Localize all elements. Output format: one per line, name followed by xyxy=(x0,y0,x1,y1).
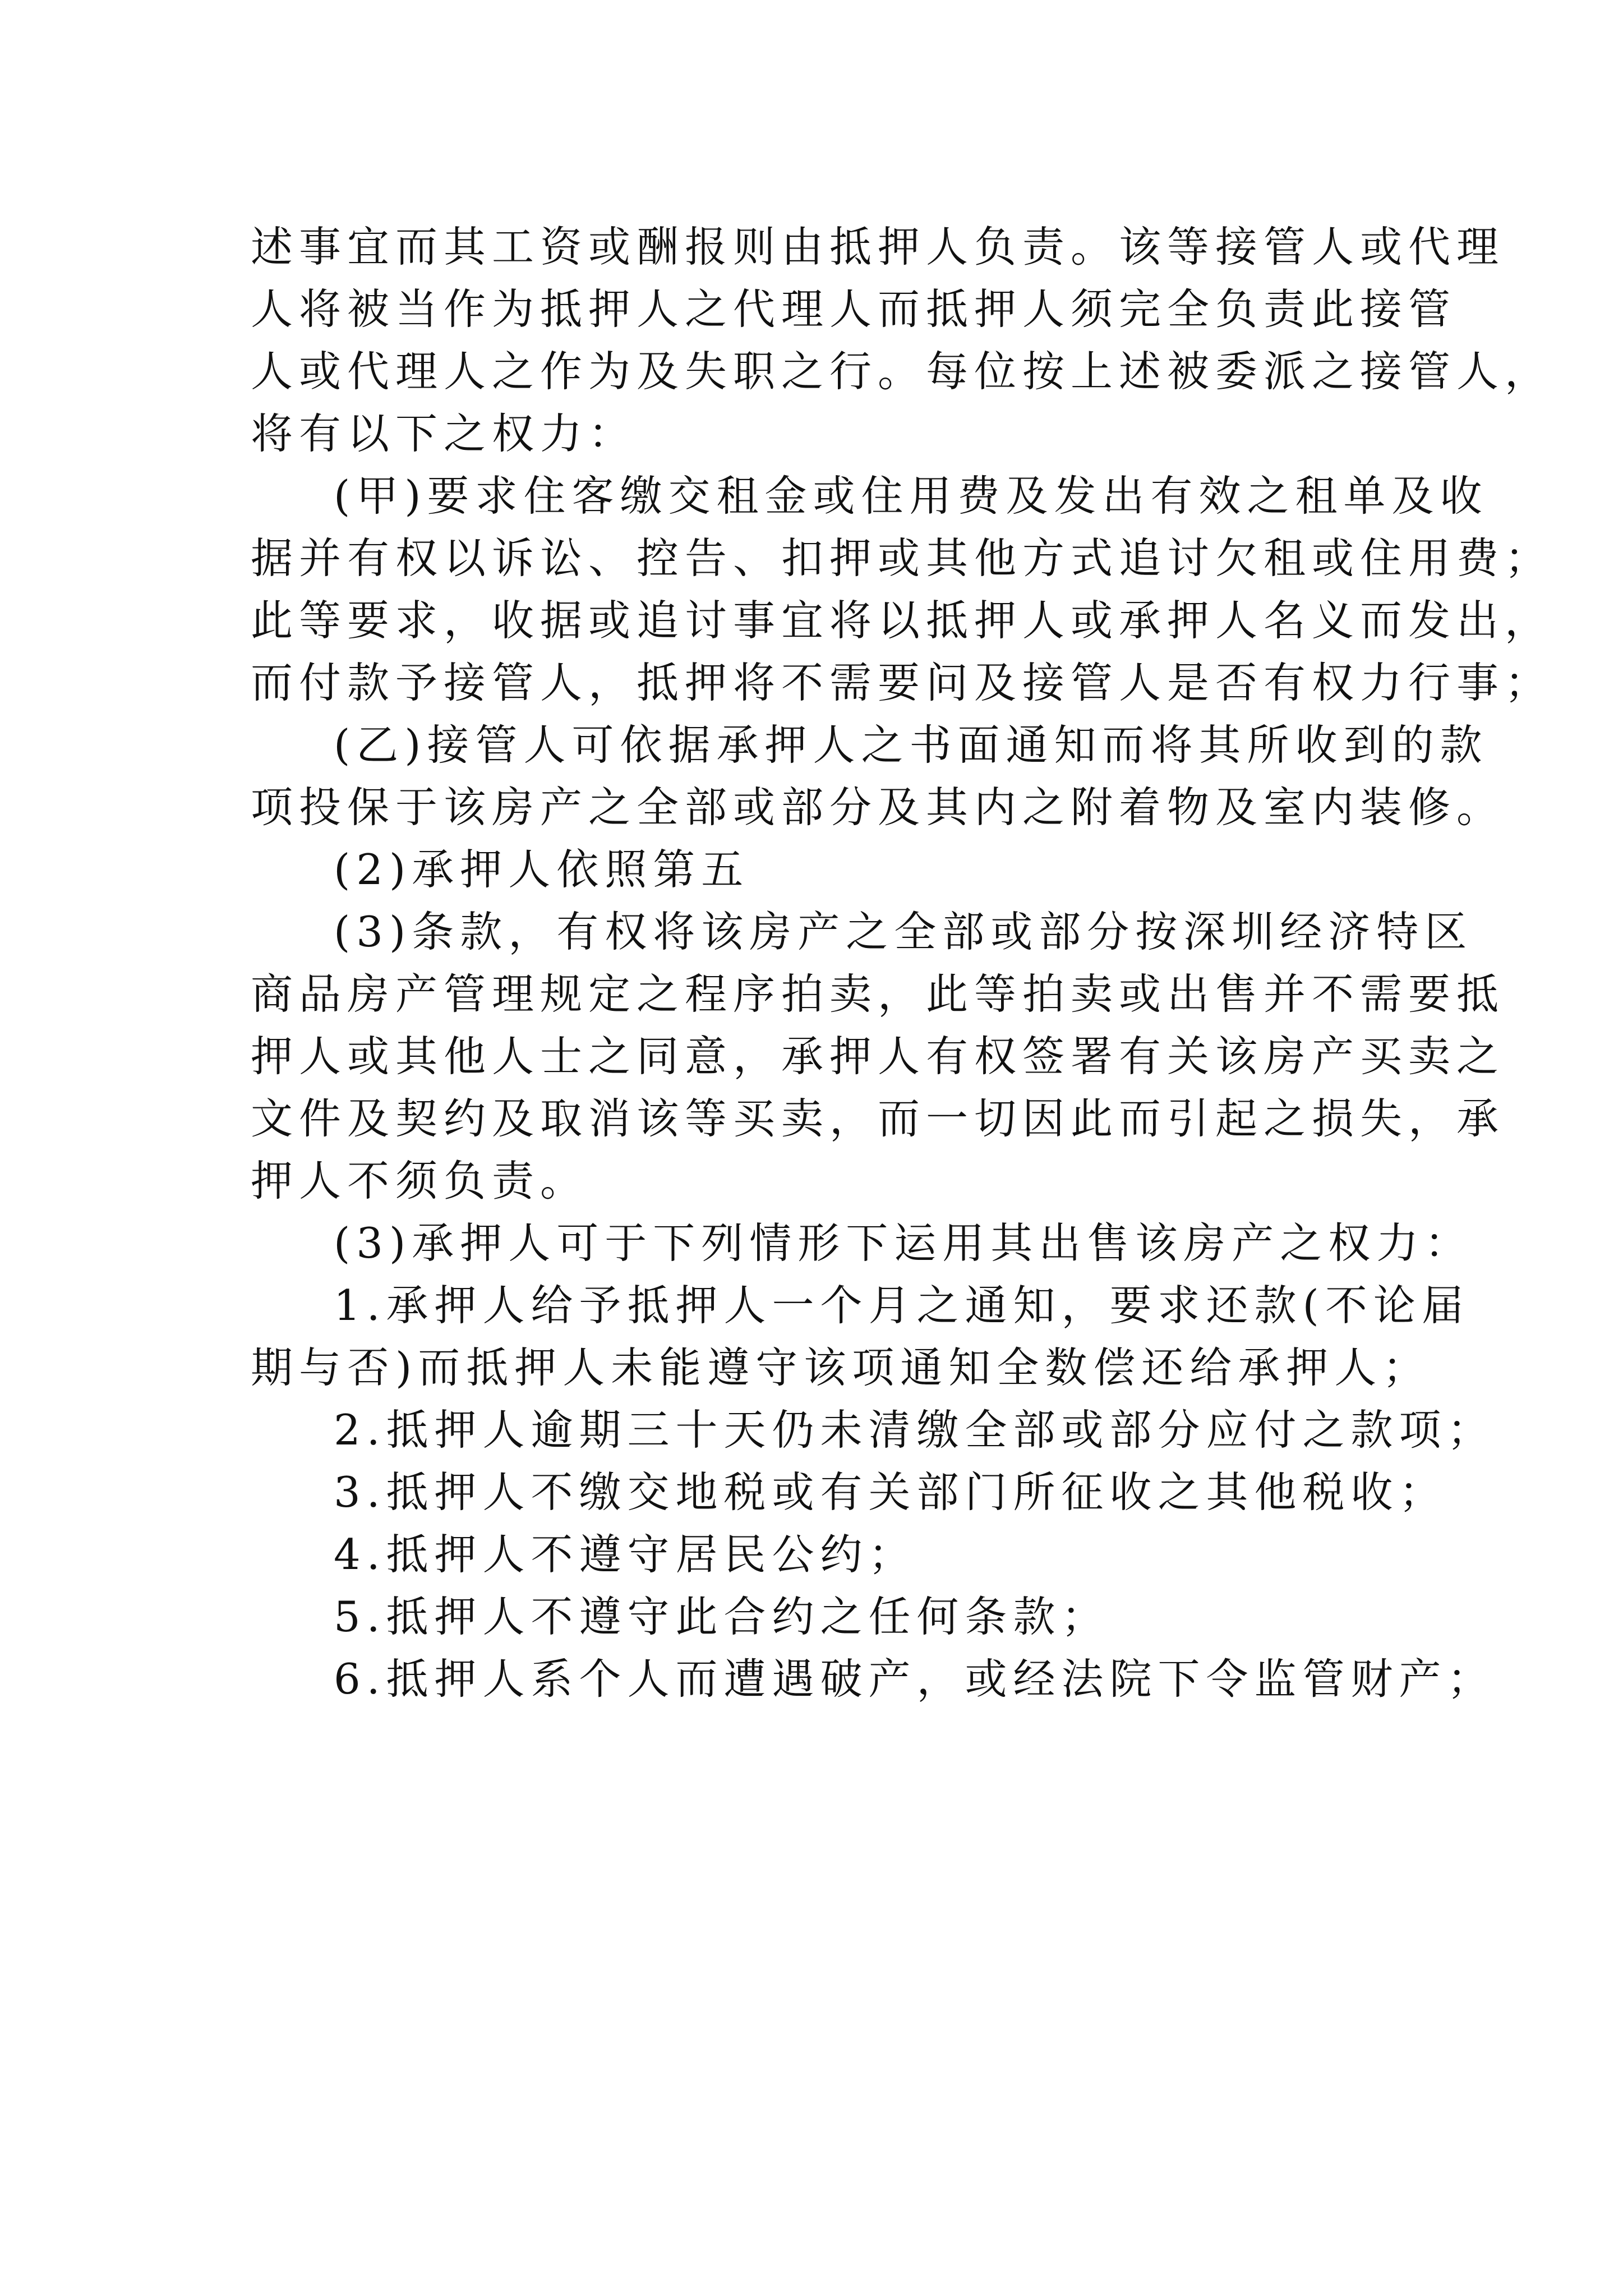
text-line-18: 1.承押人给予抵押人一个月之通知，要求还款(不论届 xyxy=(334,1281,1470,1330)
text-line-23: 5.抵押人不遵守此合约之任何条款； xyxy=(334,1592,1110,1641)
text-line-17: (3)承押人可于下列情形下运用其出售该房产之权力： xyxy=(334,1218,1473,1268)
text-line-11: (2)承押人依照第五 xyxy=(334,845,750,894)
text-line-8: 而付款予接管人，抵押将不需要问及接管人是否有权力行事； xyxy=(251,658,1553,707)
text-line-4: 将有以下之权力： xyxy=(251,409,637,458)
text-line-6: 据并有权以诉讼、控告、扣押或其他方式追讨欠租或住用费； xyxy=(251,533,1553,583)
text-line-16: 押人不须负责。 xyxy=(251,1156,589,1205)
text-line-14: 押人或其他人士之同意，承押人有权签署有关该房产买卖之 xyxy=(251,1032,1505,1081)
text-line-21: 3.抵押人不缴交地税或有关部门所征收之其他税收； xyxy=(334,1467,1447,1517)
text-line-13: 商品房产管理规定之程序拍卖，此等拍卖或出售并不需要抵 xyxy=(251,969,1505,1019)
text-line-1: 述事宜而其工资或酬报则由抵押人负责。该等接管人或代理 xyxy=(251,222,1505,272)
text-line-19: 期与否)而抵押人未能遵守该项通知全数偿还给承押人； xyxy=(251,1343,1431,1392)
text-line-24: 6.抵押人系个人而遭遇破产，或经法院下令监管财产； xyxy=(334,1654,1496,1704)
text-line-22: 4.抵押人不遵守居民公约； xyxy=(334,1530,917,1579)
text-line-20: 2.抵押人逾期三十天仍未清缴全部或部分应付之款项； xyxy=(334,1405,1496,1455)
document-body xyxy=(251,216,1553,1710)
text-line-7: 此等要求，收据或追讨事宜将以抵押人或承押人名义而发出， xyxy=(251,596,1553,645)
text-line-5: (甲)要求住客缴交租金或住用费及发出有效之租单及收 xyxy=(334,471,1488,521)
text-line-12: (3)条款，有权将该房产之全部或部分按深圳经济特区 xyxy=(334,907,1473,956)
text-line-9: (乙)接管人可依据承押人之书面通知而将其所收到的款 xyxy=(334,720,1488,770)
text-line-2: 人将被当作为抵押人之代理人而抵押人须完全负责此接管 xyxy=(251,284,1457,334)
text-line-3: 人或代理人之作为及失职之行。每位按上述被委派之接管人， xyxy=(251,347,1553,396)
text-line-10: 项投保于该房产之全部或部分及其内之附着物及室内装修。 xyxy=(251,783,1505,832)
text-line-15: 文件及契约及取消该等买卖，而一切因此而引起之损失，承 xyxy=(251,1094,1505,1143)
